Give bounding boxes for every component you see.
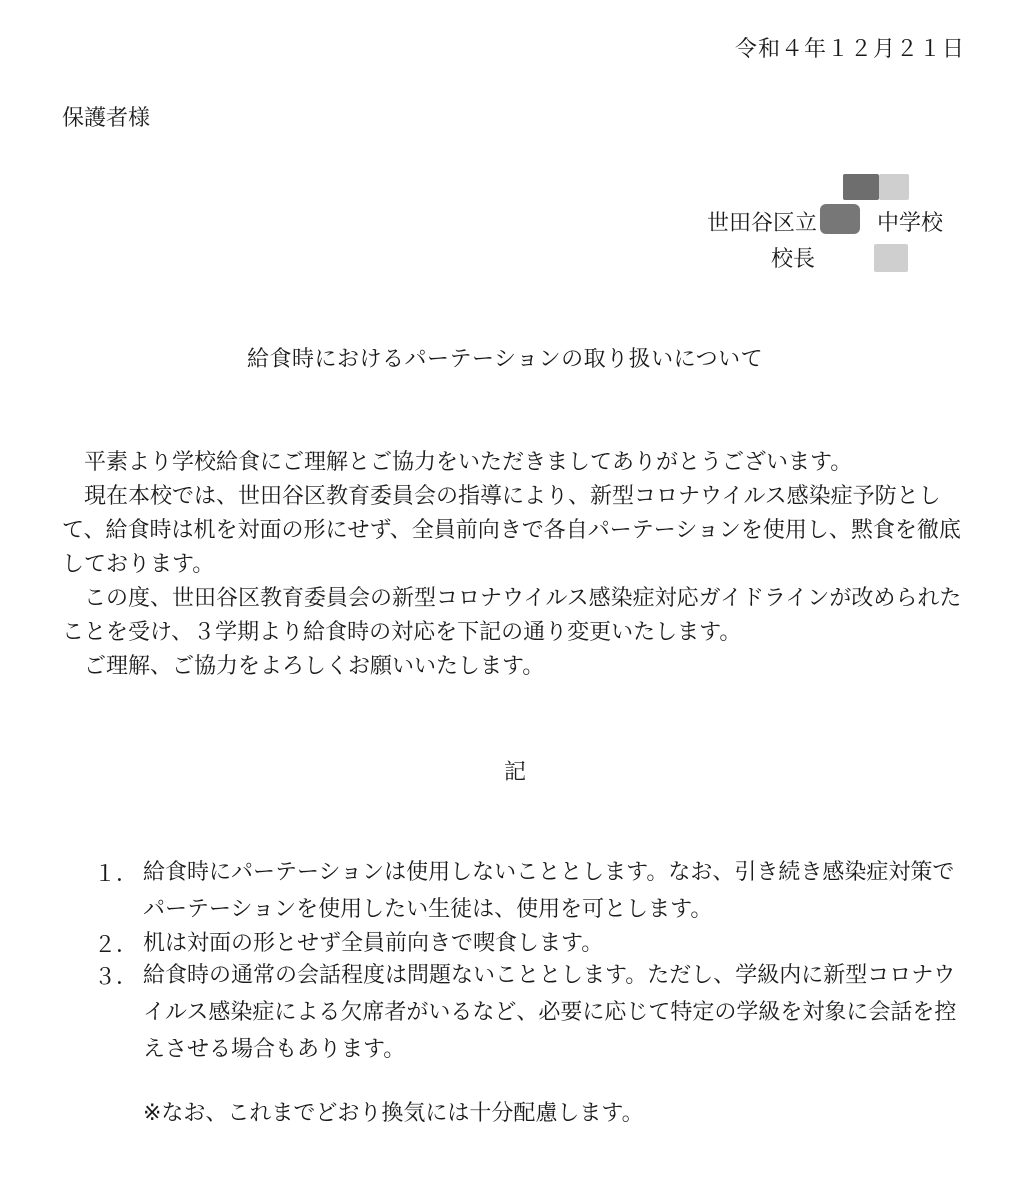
recipient: 保護者様	[62, 106, 151, 131]
school-suffix: 中学校	[877, 211, 944, 236]
item-text-3: 給食時の通常の会話程度は問題ないこととします。ただし、学級内に新型コロナウイルス感染症による欠席者がいるなど、必要に応じて特定の学級を対象に会話を控えさせる場合もあります。	[143, 963, 957, 1062]
redaction-principal-name	[874, 244, 908, 272]
item-text-1: 給食時にパーテーションは使用しないこととします。なお、引き続き感染症対策でパーテーションを使用したい生徒は、使用を可とします。	[143, 860, 955, 922]
body-paragraph-3: この度、世田谷区教育委員会の新型コロナウイルス感染症対応ガイドラインが改められたことを受け、３学期より給食時の対応を下記の通り変更いたします。	[62, 586, 962, 645]
item-number-1: １．	[94, 862, 139, 887]
item-text-2: 机は対面の形とせず全員前向きで喫食します。	[143, 931, 604, 956]
body-paragraph-2: 現在本校では、世田谷区教育委員会の指導により、新型コロナウイルス感染症予防として、給食時は机を対面の形にせず、全員前向きで各自パーテーションを使用し、黙食を徹底しております。	[62, 484, 961, 577]
redaction-school-name-dark	[843, 174, 879, 200]
closing-note: ※なお、これまでどおり換気には十分配慮します。	[143, 1101, 644, 1126]
body-paragraph-4: ご理解、ご協力をよろしくお願いいたします。	[62, 654, 545, 679]
principal-label: 校長	[771, 247, 816, 272]
item-number-3: ３．	[94, 965, 139, 990]
body-paragraph-1: 平素より学校給食にご理解とご協力をいただきましてありがとうございます。	[62, 450, 853, 475]
letter-date: 令和４年１２月２１日	[735, 37, 966, 62]
school-prefix: 世田谷区立	[707, 211, 818, 236]
document-title: 給食時におけるパーテーションの取り扱いについて	[247, 347, 764, 372]
school-name	[707, 206, 943, 237]
ki-heading: 記	[504, 760, 527, 785]
redaction-school-name-light	[879, 174, 909, 200]
item-number-2: ２．	[94, 933, 139, 958]
